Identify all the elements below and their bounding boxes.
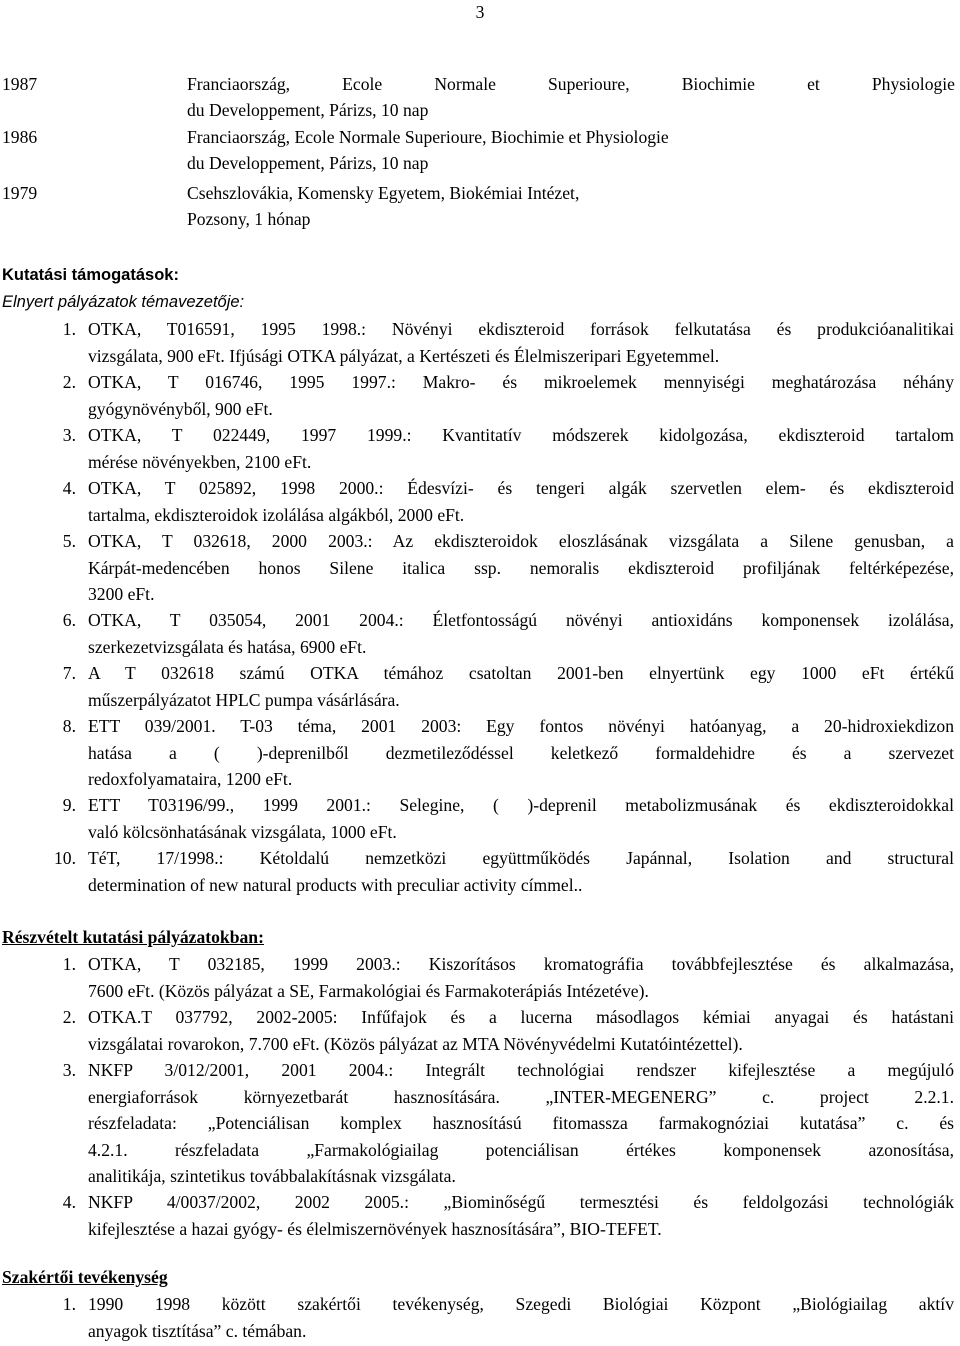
item-line: vizsgálata, 900 eFt. Ifjúsági OTKA pályázat, a Kertészeti és Élelmiszeripari Egyetemmel. [88,345,720,366]
item-line: analitikája, szintetikus továbbalakításnak vizsgálata. [88,1166,456,1186]
item-text [88,713,954,793]
item-line: való kölcsönhatásának vizsgálata, 1000 eFt. [88,821,397,842]
trip-line: Pozsony, 1 hónap [187,209,311,229]
item-line: redoxfolyamataira, 1200 eFt. [88,769,293,789]
item-number: 9. [62,795,76,815]
item-text [88,1004,954,1057]
item-line: vizsgálatai rovarokon, 7.700 eFt. (Közös pályázat az MTA Növényvédelmi Kutatóintézettel). [88,1033,743,1054]
trip-year: 1979 [2,183,38,203]
item-line: OTKA, T 032618, 2000 2003.: Az ekdiszteroidok eloszlásának vizsgálata a Silene genusban, a [88,531,954,551]
item-number: 8. [62,716,76,736]
item-line: mérése növényekben, 2100 eFt. [88,451,312,472]
item-text [88,475,954,528]
item-line: OTKA, T 032185, 1999 2003.: Kiszorításos kromatográfia továbbfejlesztése és alkalmazása, [88,954,954,974]
item-number: 3. [62,1060,76,1080]
trip-line: Franciaország, Ecole Normale Superioure, Biochimie et Physiologie [187,74,955,94]
item-line: gyógynövényből, 900 eFt. [88,398,273,419]
item-number: 4. [62,1192,76,1212]
item-number: 6. [62,610,76,630]
grants-heading: Kutatási támogatások: [2,266,179,284]
item-text [88,951,954,1004]
item-line: determination of new natural products with preculiar activity címmel.. [88,874,583,895]
item-number: 1. [62,319,76,339]
item-number: 1. [62,1294,76,1314]
item-line: OTKA, T016591, 1995 1998.: Növényi ekdiszteroid források felkutatása és produkcióanalitikai [88,319,954,339]
item-text [88,316,954,369]
expert-heading: Szakértői tevékenység [2,1267,168,1287]
item-text [88,369,954,422]
item-line: részfeladata: „Potenciálisan komplex hasznosítású fitomassza farmakognóziai kutatása” c. és [88,1113,954,1133]
item-line: kifejlesztése a hazai gyógy- és élelmiszernövények hasznosítására”, BIO-TEFET. [88,1218,662,1239]
item-line: TéT, 17/1998.: Kétoldalú nemzetközi együttműködés Japánnal, Isolation and structural [88,848,954,868]
item-line: ETT 039/2001. T-03 téma, 2001 2003: Egy fontos növényi hatóanyag, a 20-hidroxiekdizon [88,716,954,736]
item-text [88,1057,954,1190]
item-line: szerkezetvizsgálata és hatása, 6900 eFt. [88,636,367,657]
item-text [88,422,954,475]
item-line: OTKA, T 016746, 1995 1997.: Makro- és mikroelemek mennyiségi meghatározása néhány [88,372,954,392]
item-line: tartalma, ekdiszteroidok izolálása algákból, 2000 eFt. [88,504,465,525]
item-number: 10. [54,848,76,868]
item-text [88,607,954,660]
item-line: 3200 eFt. [88,584,155,604]
trip-year: 1986 [2,127,38,147]
item-text [88,1291,954,1344]
item-line: A T 032618 számú OTKA témához csatoltan 2001-ben elnyertünk egy 1000 eFt értékű [88,663,954,683]
item-line: 7600 eFt. (Közös pályázat a SE, Farmakológiai és Farmakoterápiás Intézetéve). [88,980,649,1001]
item-line: műszerpályázatot HPLC pumpa vásárlására. [88,689,400,710]
item-line: hatása a ( )-deprenilből dezmetileződéssel keletkező formaldehidre és a szervezet [88,742,954,763]
item-line: Kárpát-medencében honos Silene italica ssp. nemoralis ekdiszteroid profiljának feltérképezése, [88,557,954,578]
item-number: 3. [62,425,76,445]
item-line: OTKA, T 035054, 2001 2004.: Életfontosságú növényi antioxidáns komponensek izolálása, [88,610,954,630]
trip-year: 1987 [2,74,38,94]
item-text [88,528,954,608]
trip-line: du Developpement, Párizs, 10 nap [187,100,429,120]
item-text [88,660,954,713]
item-line: OTKA, T 025892, 1998 2000.: Édesvízi- és tengeri algák szervetlen elem- és ekdiszteroid [88,478,954,498]
item-number: 4. [62,478,76,498]
trip-line: Csehszlovákia, Komensky Egyetem, Biokémiai Intézet, [187,183,580,203]
page-number: 3 [475,2,485,22]
item-text [88,792,954,845]
item-number: 2. [62,372,76,392]
trip-line: du Developpement, Párizs, 10 nap [187,153,429,173]
item-number: 7. [62,663,76,683]
participation-heading: Részvételt kutatási pályázatokban: [2,927,264,947]
item-line: 1990 1998 között szakértői tevékenység, Szegedi Biológiai Központ „Biológiailag aktív [88,1294,954,1314]
item-number: 1. [62,954,76,974]
item-line: NKFP 4/0037/2002, 2002 2005.: „Biominőségű termesztési és feldolgozási technológiák [88,1192,954,1212]
item-line: OTKA, T 022449, 1997 1999.: Kvantitatív módszerek kidolgozása, ekdiszteroid tartalom [88,425,954,445]
item-line: NKFP 3/012/2001, 2001 2004.: Integrált technológiai rendszer kifejlesztése a megújuló [88,1060,954,1080]
item-line: OTKA.T 037792, 2002-2005: Infűfajok és a lucerna másodlagos kémiai anyagai és hatástani [88,1007,954,1027]
item-number: 5. [62,531,76,551]
item-line: ETT T03196/99., 1999 2001.: Selegine, ( )-deprenil metabolizmusának és ekdiszteroidokkal [88,795,954,815]
trip-line: Franciaország, Ecole Normale Superioure, Biochimie et Physiologie [187,127,669,147]
item-line: energiaforrások környezetbarát hasznosítására. „INTER-MEGENERG” c. project 2.2.1. [88,1086,954,1107]
item-text [88,1189,954,1242]
item-number: 2. [62,1007,76,1027]
grants-subheading: Elnyert pályázatok témavezetője: [2,293,245,311]
item-line: anyagok tisztítása” c. témában. [88,1320,307,1341]
item-line: 4.2.1. részfeladata „Farmakológiailag potenciálisan értékes komponensek azonosítása, [88,1139,954,1160]
item-text [88,845,954,898]
